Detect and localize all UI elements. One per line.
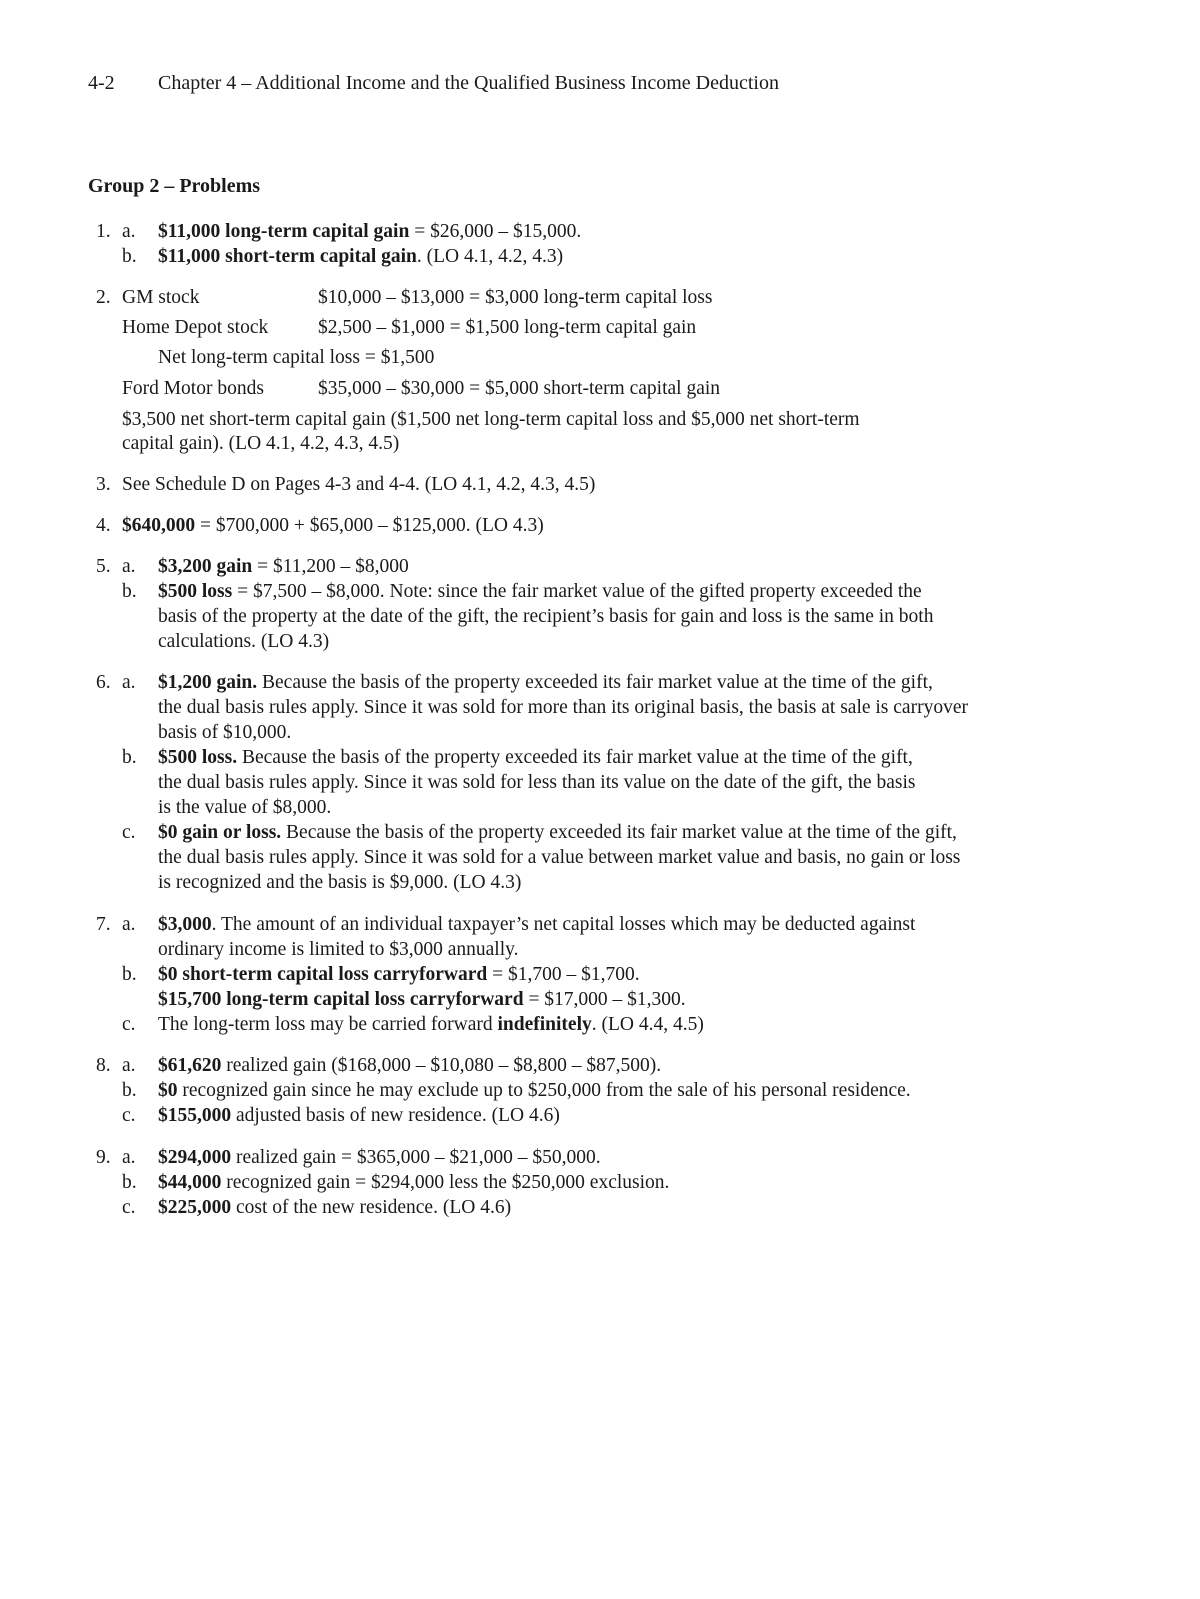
answer-bold: $294,000 <box>158 1147 232 1168</box>
answer-text <box>158 244 563 269</box>
answer-bold: $640,000 <box>122 515 196 536</box>
answer-rest: = $17,000 – $1,300. <box>523 989 686 1010</box>
answer-rest: adjusted basis of new residence. (LO 4.6) <box>231 1105 560 1126</box>
answer-rest: cost of the new residence. (LO 4.6) <box>231 1197 512 1218</box>
running-header <box>88 72 779 95</box>
answer-text: the dual basis rules apply. Since it was sold for less than its value on the date of the gift, the basis <box>158 772 916 793</box>
answer-bold: $500 loss. <box>158 747 238 768</box>
row-label: GM stock <box>122 287 200 308</box>
answer-text: ordinary income is limited to $3,000 annually. <box>158 939 519 960</box>
answer-text <box>158 219 581 244</box>
problem-number: 5. <box>96 556 111 577</box>
section-title: Group 2 – Problems <box>88 175 261 197</box>
answer-text <box>158 554 409 579</box>
answer-text: basis of the property at the date of the gift, the recipient’s basis for gain and loss is the same in both <box>158 606 934 627</box>
answer-text <box>158 1012 704 1037</box>
answer-rest: . (LO 4.1, 4.2, 4.3) <box>416 246 564 267</box>
answer-text <box>158 1195 511 1220</box>
answer-bold: $15,700 long-term capital loss carryforward <box>158 989 524 1010</box>
answer-rest: Because the basis of the property exceeded its fair market value at the time of the gift, <box>237 747 913 768</box>
item-letter: c. <box>122 822 136 843</box>
row-label: Ford Motor bonds <box>122 378 264 399</box>
answer-bold: indefinitely <box>497 1014 592 1035</box>
answer-text <box>158 670 933 695</box>
answer-bold: $0 short-term capital loss carryforward <box>158 964 488 985</box>
summary-text: capital gain). (LO 4.1, 4.2, 4.3, 4.5) <box>122 433 400 454</box>
answer-rest: realized gain = $365,000 – $21,000 – $50,000. <box>231 1147 601 1168</box>
answer-rest: = $700,000 + $65,000 – $125,000. (LO 4.3) <box>195 515 544 536</box>
answer-bold: $11,000 short-term capital gain <box>158 246 417 267</box>
item-letter: a. <box>122 672 136 693</box>
chapter-title: Chapter 4 – Additional Income and the Qualified Business Income Deduction <box>158 72 779 94</box>
answer-bold: $1,200 gain. <box>158 672 258 693</box>
answer-bold: $0 <box>158 1080 178 1101</box>
answer-bold: $61,620 <box>158 1055 222 1076</box>
answer-text: basis of $10,000. <box>158 722 292 743</box>
answer-text <box>158 820 957 845</box>
row-value: $10,000 – $13,000 = $3,000 long-term capital loss <box>318 287 713 308</box>
problem-number: 3. <box>96 474 111 495</box>
answer-text <box>158 1170 669 1195</box>
answer-text <box>158 1053 661 1078</box>
answer-rest: Because the basis of the property exceeded its fair market value at the time of the gift, <box>257 672 933 693</box>
problem-number: 1. <box>96 221 111 242</box>
answer-rest: . (LO 4.4, 4.5) <box>591 1014 704 1035</box>
answer-text <box>158 1078 911 1103</box>
answer-text: the dual basis rules apply. Since it was sold for more than its original basis, the basis at sale is carryover <box>158 697 968 718</box>
answer-rest: recognized gain = $294,000 less the $250,000 exclusion. <box>221 1172 670 1193</box>
answer-text <box>158 912 915 937</box>
answer-rest: . The amount of an individual taxpayer’s net capital losses which may be deducted against <box>211 914 916 935</box>
problem-number: 7. <box>96 914 111 935</box>
item-letter: c. <box>122 1014 136 1035</box>
answer-text <box>158 962 640 987</box>
page-number: 4-2 <box>88 72 115 94</box>
answer-text <box>158 579 922 604</box>
answer-text <box>158 1103 560 1128</box>
item-letter: b. <box>122 246 137 267</box>
item-letter: b. <box>122 747 137 768</box>
item-letter: a. <box>122 914 136 935</box>
answer-rest: = $1,700 – $1,700. <box>487 964 640 985</box>
row-value: $35,000 – $30,000 = $5,000 short-term capital gain <box>318 378 721 399</box>
item-letter: c. <box>122 1197 136 1218</box>
answer-text <box>122 513 544 538</box>
answer-text <box>158 1145 601 1170</box>
answer-text: See Schedule D on Pages 4-3 and 4-4. (LO 4.1, 4.2, 4.3, 4.5) <box>122 474 596 495</box>
item-letter: b. <box>122 1080 137 1101</box>
answer-text: calculations. (LO 4.3) <box>158 631 330 652</box>
answer-rest: = $11,200 – $8,000 <box>252 556 409 577</box>
answer-rest: recognized gain since he may exclude up to $250,000 from the sale of his personal residence. <box>177 1080 911 1101</box>
problem-number: 8. <box>96 1055 111 1076</box>
answer-bold: $500 loss <box>158 581 233 602</box>
answer-text: the dual basis rules apply. Since it was sold for a value between market value and basis, no gain or loss <box>158 847 961 868</box>
answer-bold: $0 gain or loss. <box>158 822 282 843</box>
item-letter: c. <box>122 1105 136 1126</box>
problem-number: 2. <box>96 287 111 308</box>
item-letter: a. <box>122 1055 136 1076</box>
problem-number: 4. <box>96 515 111 536</box>
answer-rest: realized gain ($168,000 – $10,080 – $8,800 – $87,500). <box>221 1055 662 1076</box>
item-letter: b. <box>122 964 137 985</box>
net-text: Net long-term capital loss = $1,500 <box>158 347 435 368</box>
answer-pre: The long-term loss may be carried forward <box>158 1014 498 1035</box>
row-label: Home Depot stock <box>122 317 269 338</box>
answer-rest: = $7,500 – $8,000. Note: since the fair market value of the gifted property exceeded the <box>232 581 922 602</box>
row-value: $2,500 – $1,000 = $1,500 long-term capital gain <box>318 317 697 338</box>
answer-text <box>158 987 686 1012</box>
item-letter: a. <box>122 1147 136 1168</box>
answer-text: is recognized and the basis is $9,000. (LO 4.3) <box>158 872 522 893</box>
answer-text <box>158 745 913 770</box>
item-letter: b. <box>122 1172 137 1193</box>
answer-bold: $225,000 <box>158 1197 232 1218</box>
problem-number: 6. <box>96 672 111 693</box>
answer-rest: Because the basis of the property exceeded its fair market value at the time of the gift, <box>281 822 957 843</box>
summary-text: $3,500 net short-term capital gain ($1,500 net long-term capital loss and $5,000 net short-term <box>122 409 860 430</box>
item-letter: a. <box>122 556 136 577</box>
answer-rest: = $26,000 – $15,000. <box>409 221 582 242</box>
problem-number: 9. <box>96 1147 111 1168</box>
answer-bold: $44,000 <box>158 1172 222 1193</box>
answer-bold: $155,000 <box>158 1105 232 1126</box>
answer-text: is the value of $8,000. <box>158 797 332 818</box>
answer-bold: $3,200 gain <box>158 556 253 577</box>
item-letter: b. <box>122 581 137 602</box>
answer-bold: $3,000 <box>158 914 212 935</box>
answer-bold: $11,000 long-term capital gain <box>158 221 410 242</box>
item-letter: a. <box>122 221 136 242</box>
